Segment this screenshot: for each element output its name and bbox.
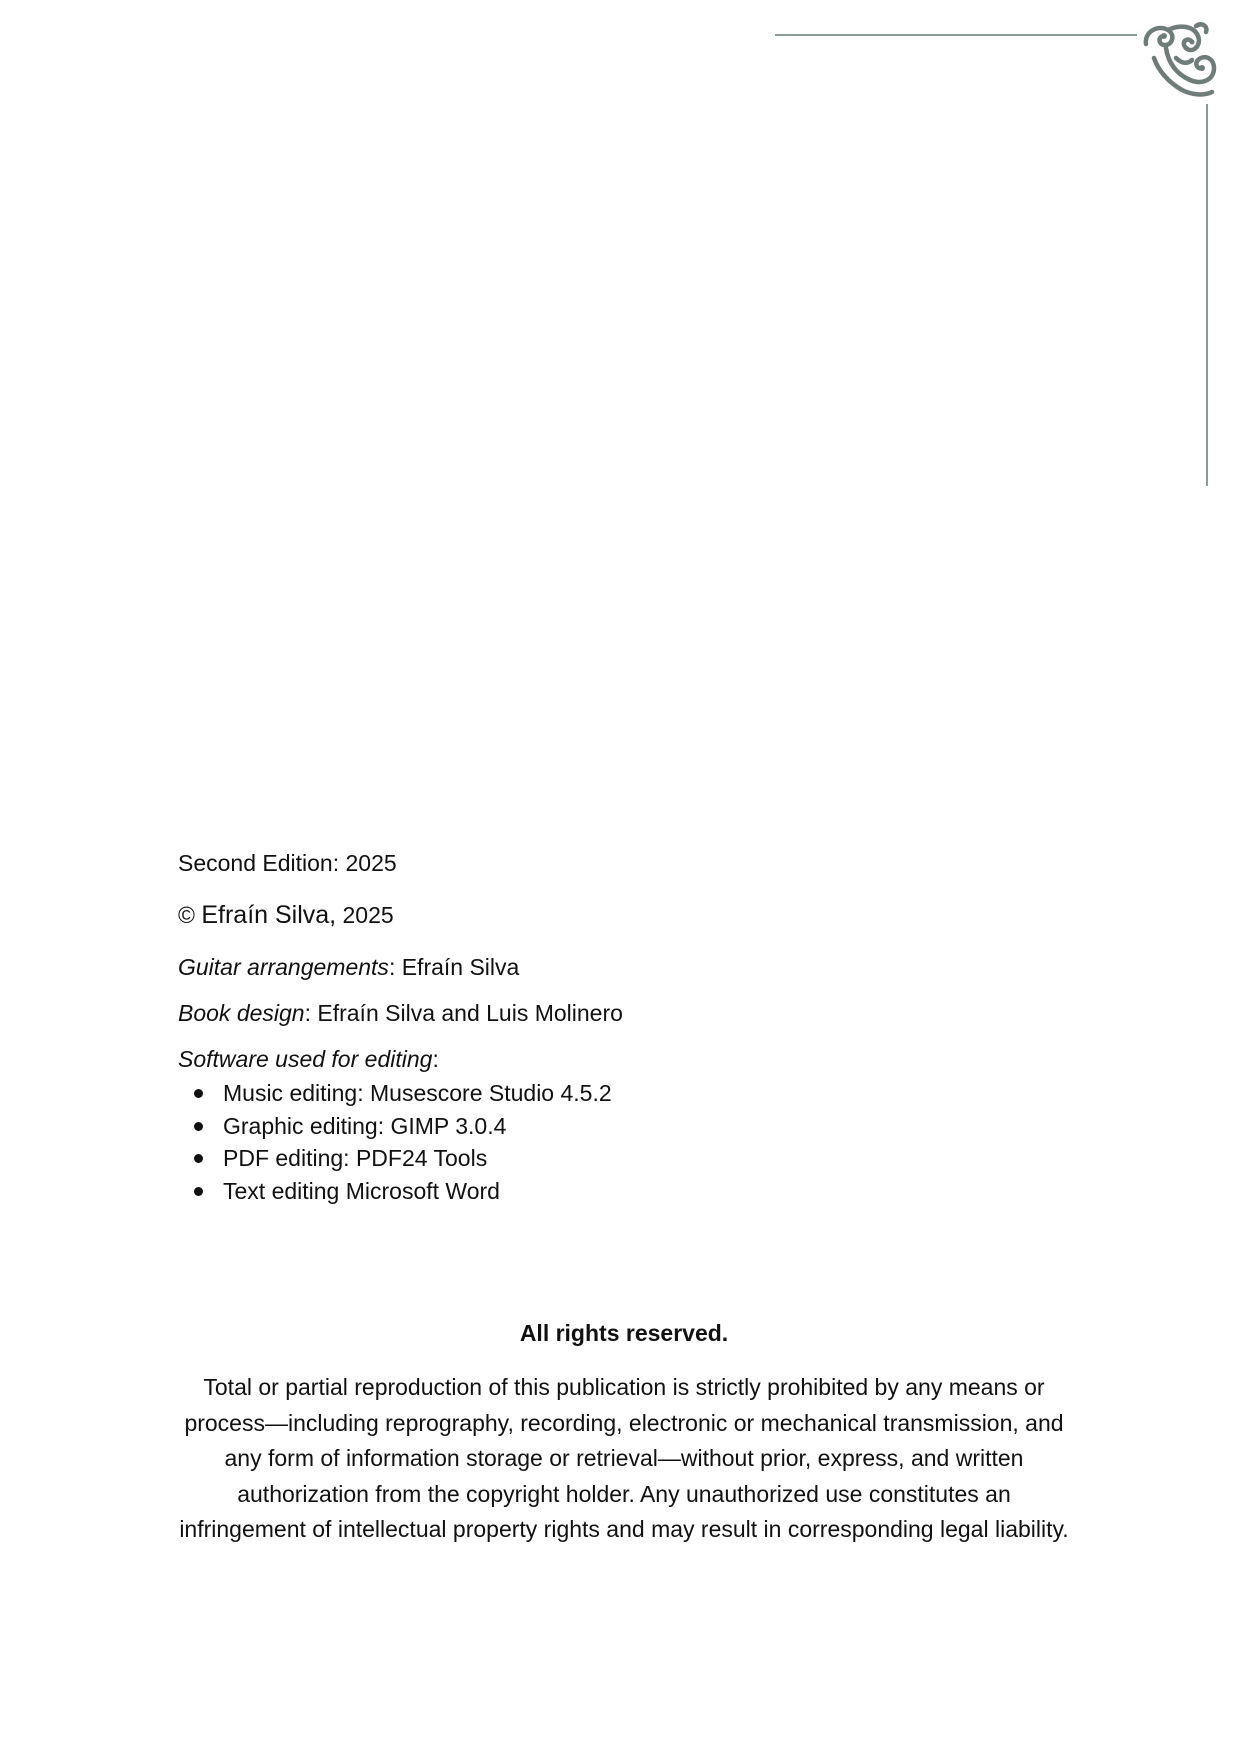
list-item-text: Music editing: Musescore Studio 4.5.2: [223, 1080, 612, 1106]
corner-top-rule: [775, 34, 1137, 36]
copyright-line: [178, 900, 878, 930]
edition-line: Second Edition: 2025: [178, 850, 397, 876]
copyright-symbol: ©: [178, 902, 195, 928]
list-item-text: PDF editing: PDF24 Tools: [223, 1145, 488, 1171]
list-item: [178, 1142, 878, 1175]
bullet-icon: [194, 1089, 203, 1098]
list-item-text: Text editing Microsoft Word: [223, 1177, 500, 1204]
list-item: [178, 1175, 878, 1208]
list-item: [178, 1077, 878, 1110]
arrangements-line: [178, 952, 878, 982]
rights-title: All rights reserved.: [519, 1320, 729, 1346]
rights-notice: [178, 1318, 1070, 1548]
software-colon: :: [432, 1046, 439, 1072]
flourish-icon: [1136, 18, 1220, 102]
rights-body: Total or partial reproduction of this publication is strictly prohibited by any means or process—including reprography, recording, electronic or mechanical transmission, and any form of information storage or retrieval—without prior, express, and written authorization from the copyright holder. Any unauthorized use constitutes an infringement of intellectual property rights and may result in corresponding legal liability.: [179, 1374, 1069, 1542]
copyright-name: Efraín Silva,: [201, 901, 337, 929]
colophon: [178, 848, 878, 1207]
list-item: [178, 1110, 878, 1143]
bullet-icon: [194, 1154, 203, 1163]
arrangements-value: : Efraín Silva: [388, 954, 520, 980]
arrangements-label: Guitar arrangements: [178, 954, 389, 980]
list-item-text: Graphic editing: GIMP 3.0.4: [223, 1112, 507, 1139]
software-label: Software used for editing: [178, 1046, 433, 1072]
software-list: [178, 1077, 878, 1207]
bullet-icon: [194, 1122, 203, 1131]
bullet-icon: [194, 1187, 203, 1196]
design-value: : Efraín Silva and Luis Molinero: [304, 1000, 623, 1026]
design-label: Book design: [178, 1000, 305, 1026]
copyright-year: 2025: [342, 902, 394, 928]
software-heading: [178, 1044, 878, 1074]
corner-side-rule: [1206, 104, 1208, 486]
design-line: [178, 998, 878, 1028]
